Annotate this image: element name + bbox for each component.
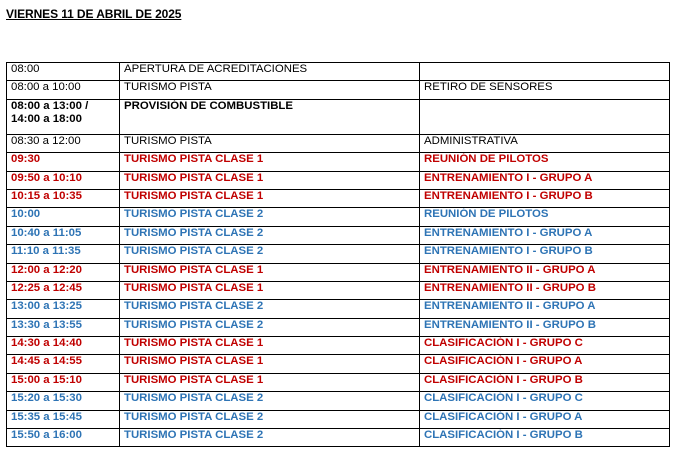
event-cell: TURISMO PISTA CLASE 1 (120, 171, 420, 189)
note-cell (420, 99, 670, 134)
event-cell: APERTURA DE ACREDITACIONES (120, 63, 420, 81)
time-cell: 15:20 a 15:30 (7, 392, 120, 410)
table-row (7, 208, 670, 226)
table-row (7, 81, 670, 99)
time-cell: 12:00 a 12:20 (7, 263, 120, 281)
note-cell: REUNIÓN DE PILOTOS (420, 153, 670, 171)
time-cell: 12:25 a 12:45 (7, 281, 120, 299)
time-cell: 09:30 (7, 153, 120, 171)
event-cell: TURISMO PISTA CLASE 2 (120, 392, 420, 410)
table-row (7, 99, 670, 134)
table-row (7, 134, 670, 152)
table-row (7, 300, 670, 318)
page-title: VIERNES 11 DE ABRIL DE 2025 (6, 7, 182, 21)
note-cell: CLASIFICACIÓN I - GRUPO B (420, 373, 670, 391)
time-cell: 10:40 a 11:05 (7, 226, 120, 244)
table-row (7, 355, 670, 373)
time-cell: 14:30 a 14:40 (7, 337, 120, 355)
time-cell: 15:50 a 16:00 (7, 429, 120, 447)
time-cell: 08:00 a 13:00 / 14:00 a 18:00 (7, 99, 120, 134)
note-cell: ENTRENAMIENTO I - GRUPO A (420, 226, 670, 244)
note-cell: CLASIFICACIÓN I - GRUPO A (420, 355, 670, 373)
note-cell: CLASIFICACIÓN I - GRUPO B (420, 429, 670, 447)
time-cell: 08:00 (7, 63, 120, 81)
note-cell: ENTRENAMIENTO I - GRUPO A (420, 171, 670, 189)
table-row (7, 63, 670, 81)
time-cell: 10:00 (7, 208, 120, 226)
table-row (7, 318, 670, 336)
event-cell: TURISMO PISTA CLASE 1 (120, 355, 420, 373)
schedule-table (6, 62, 670, 447)
time-cell: 08:00 a 10:00 (7, 81, 120, 99)
event-cell: TURISMO PISTA CLASE 2 (120, 245, 420, 263)
event-cell: TURISMO PISTA CLASE 2 (120, 300, 420, 318)
table-row (7, 226, 670, 244)
note-cell: ENTRENAMIENTO II - GRUPO B (420, 281, 670, 299)
event-cell: TURISMO PISTA (120, 134, 420, 152)
event-cell: PROVISIÓN DE COMBUSTIBLE (120, 99, 420, 134)
note-cell (420, 63, 670, 81)
event-cell: TURISMO PISTA (120, 81, 420, 99)
note-cell: CLASIFICACIÓN I - GRUPO A (420, 410, 670, 428)
note-cell: ENTRENAMIENTO I - GRUPO B (420, 189, 670, 207)
event-cell: TURISMO PISTA CLASE 1 (120, 153, 420, 171)
note-cell: ENTRENAMIENTO I - GRUPO B (420, 245, 670, 263)
time-cell: 14:45 a 14:55 (7, 355, 120, 373)
event-cell: TURISMO PISTA CLASE 1 (120, 281, 420, 299)
event-cell: TURISMO PISTA CLASE 2 (120, 318, 420, 336)
event-cell: TURISMO PISTA CLASE 1 (120, 189, 420, 207)
table-row (7, 153, 670, 171)
table-row (7, 429, 670, 447)
table-row (7, 171, 670, 189)
time-cell: 11:10 a 11:35 (7, 245, 120, 263)
event-cell: TURISMO PISTA CLASE 2 (120, 410, 420, 428)
event-cell: TURISMO PISTA CLASE 1 (120, 263, 420, 281)
table-row (7, 373, 670, 391)
table-row (7, 410, 670, 428)
time-cell: 08:30 a 12:00 (7, 134, 120, 152)
table-row (7, 392, 670, 410)
table-row (7, 263, 670, 281)
time-cell: 13:30 a 13:55 (7, 318, 120, 336)
note-cell: RETIRO DE SENSORES (420, 81, 670, 99)
note-cell: CLASIFICACIÓN I - GRUPO C (420, 337, 670, 355)
event-cell: TURISMO PISTA CLASE 2 (120, 226, 420, 244)
time-cell: 09:50 a 10:10 (7, 171, 120, 189)
event-cell: TURISMO PISTA CLASE 2 (120, 429, 420, 447)
note-cell: ENTRENAMIENTO II - GRUPO A (420, 263, 670, 281)
event-cell: TURISMO PISTA CLASE 1 (120, 373, 420, 391)
time-cell: 13:00 a 13:25 (7, 300, 120, 318)
time-cell: 15:35 a 15:45 (7, 410, 120, 428)
note-cell: CLASIFICACIÓN I - GRUPO C (420, 392, 670, 410)
note-cell: ADMINISTRATIVA (420, 134, 670, 152)
note-cell: ENTRENAMIENTO II - GRUPO B (420, 318, 670, 336)
table-row (7, 337, 670, 355)
table-row (7, 189, 670, 207)
schedule-body (7, 63, 670, 447)
table-row (7, 281, 670, 299)
note-cell: ENTRENAMIENTO II - GRUPO A (420, 300, 670, 318)
time-cell: 15:00 a 15:10 (7, 373, 120, 391)
table-row (7, 245, 670, 263)
note-cell: REUNIÓN DE PILOTOS (420, 208, 670, 226)
event-cell: TURISMO PISTA CLASE 1 (120, 337, 420, 355)
event-cell: TURISMO PISTA CLASE 2 (120, 208, 420, 226)
time-cell: 10:15 a 10:35 (7, 189, 120, 207)
